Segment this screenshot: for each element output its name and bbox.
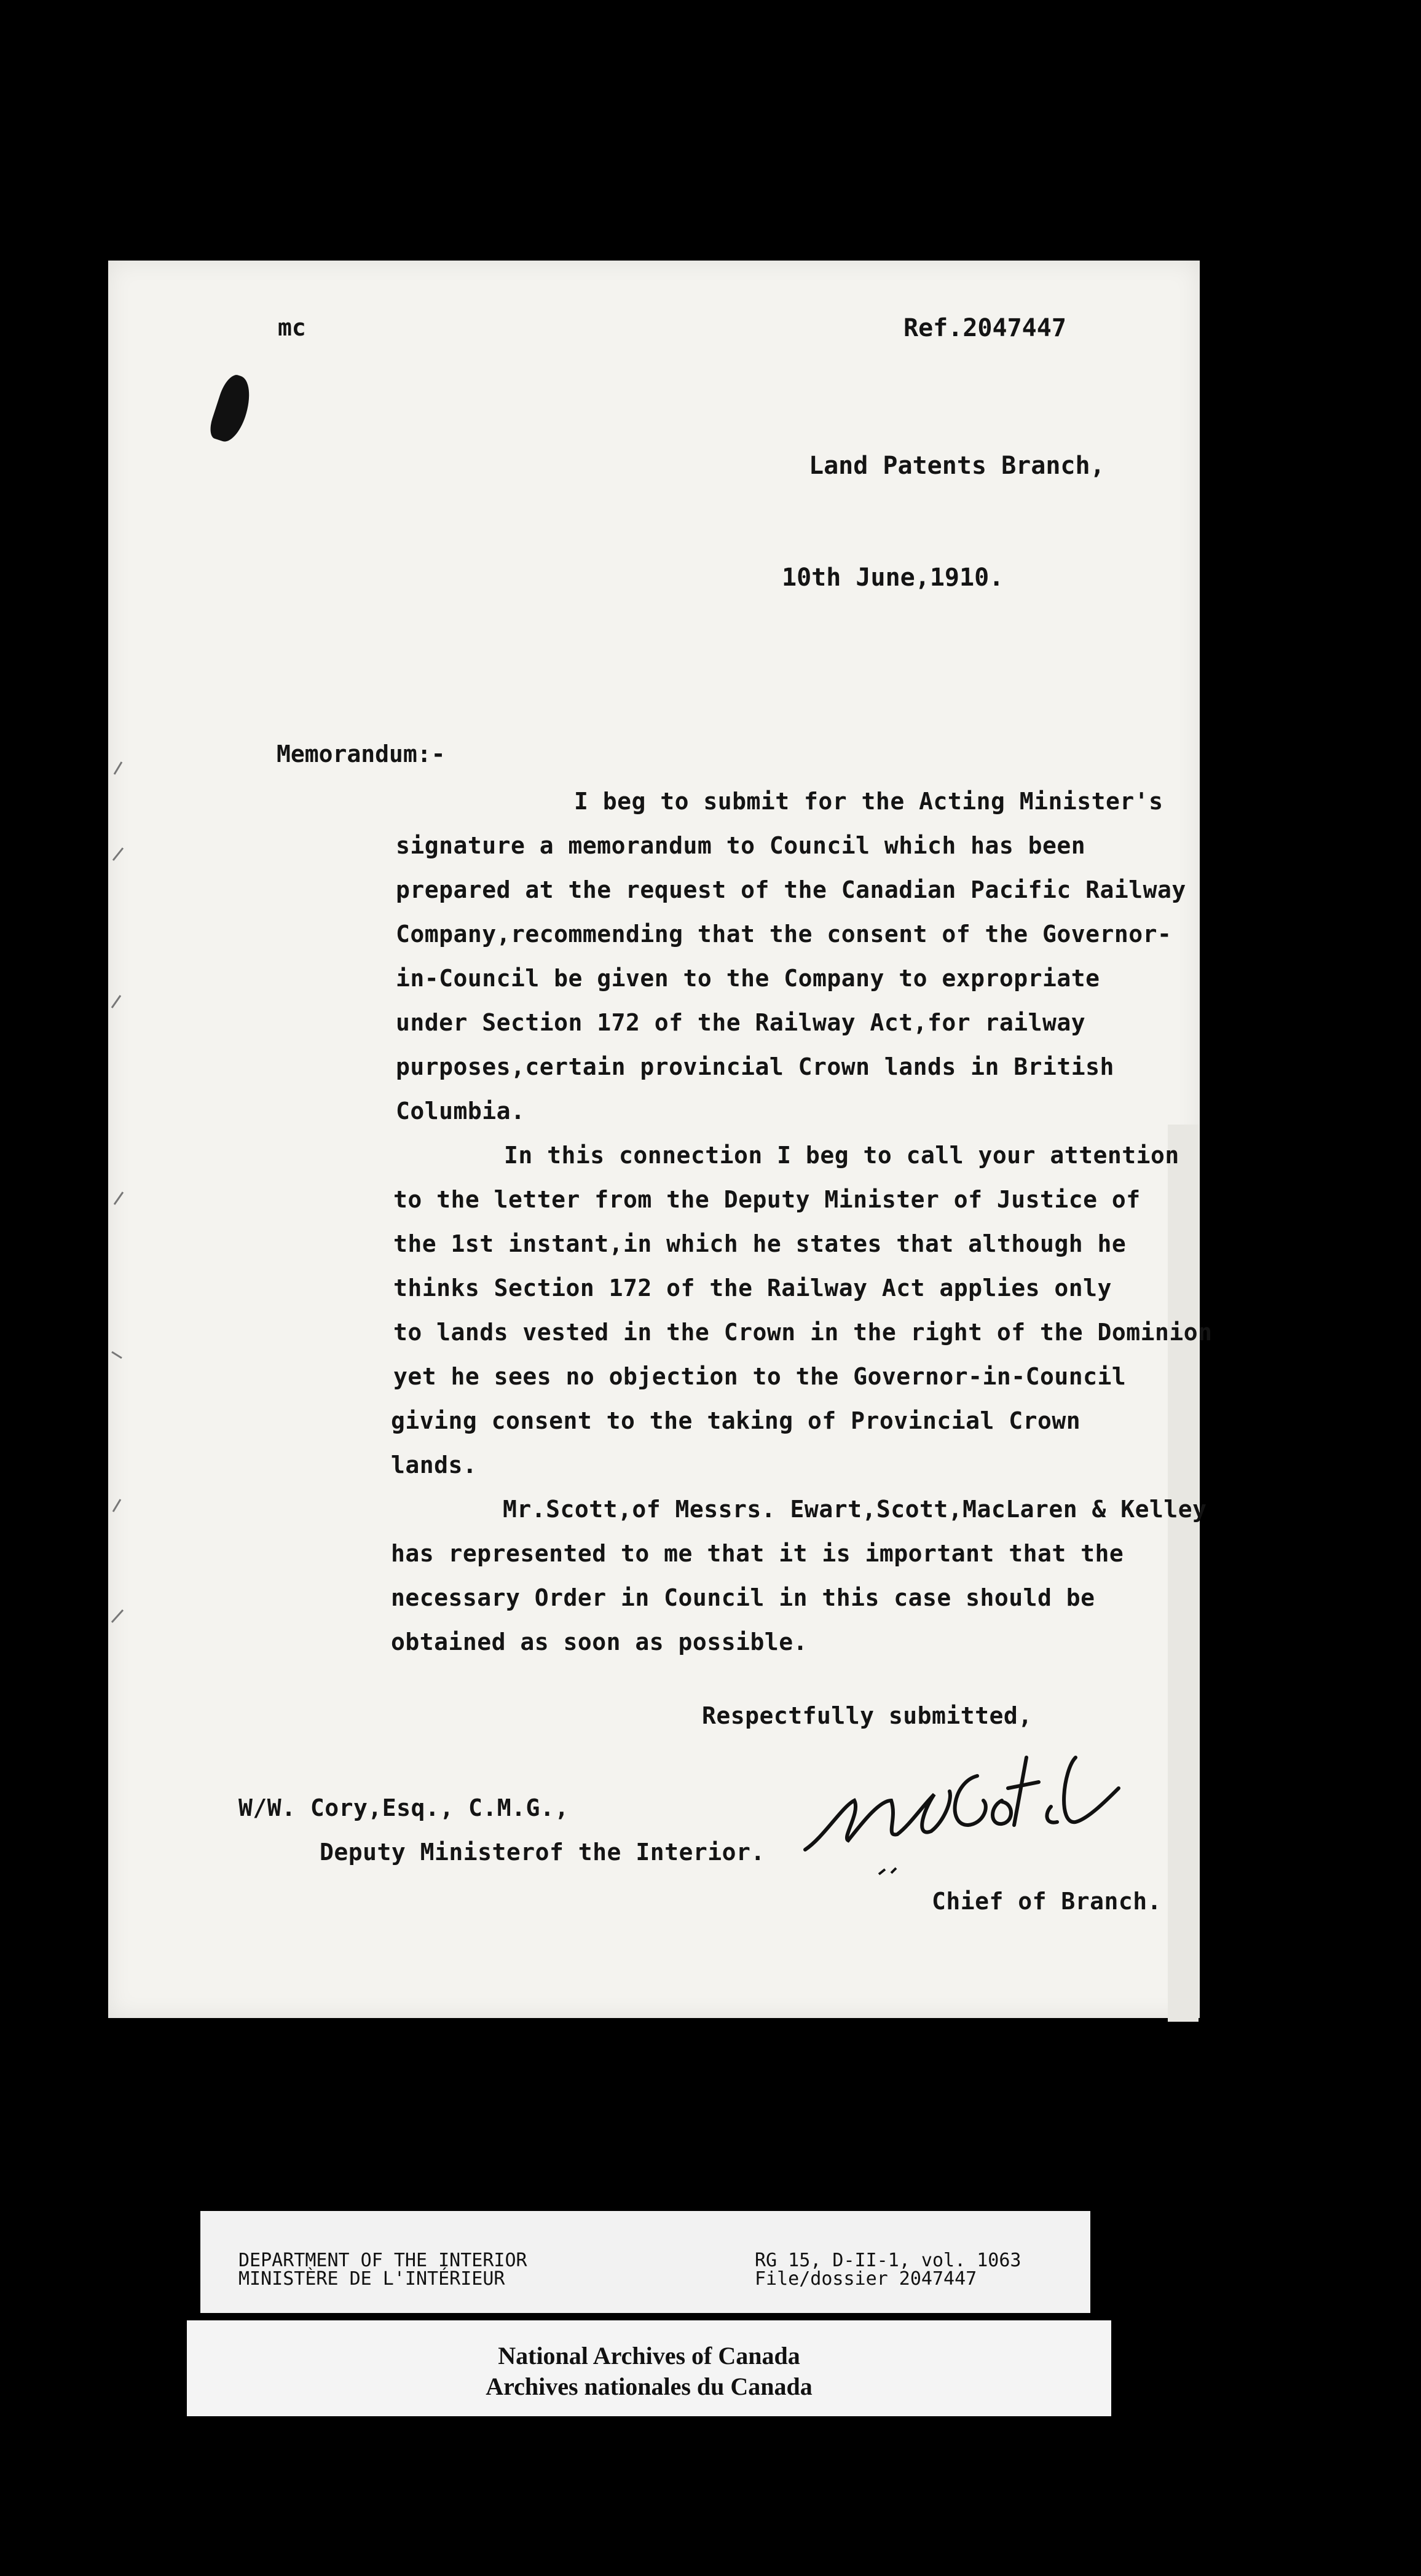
memo-date: 10th June,1910. — [782, 564, 1004, 592]
file-dossier-number: File/dossier 2047447 — [755, 2268, 977, 2290]
memo-closing: Respectfully submitted, — [702, 1702, 1033, 1729]
memo-line: in-Council be given to the Company to expropriate — [396, 965, 1100, 992]
memo-line: I beg to submit for the Acting Minister's — [574, 788, 1163, 815]
archive-reference-label — [200, 2211, 1090, 2313]
memo-line: yet he sees no objection to the Governor-in-Council — [393, 1363, 1127, 1390]
memo-line: giving consent to the taking of Provincial Crown — [391, 1407, 1081, 1434]
department-french: MINISTÈRE DE L'INTÉRIEUR — [238, 2268, 505, 2290]
memo-line: the 1st instant,in which he states that although he — [393, 1230, 1127, 1257]
archives-name-french: Archives nationales du Canada — [486, 2373, 813, 2400]
addressee-title: Deputy Ministerof the Interior. — [320, 1839, 765, 1866]
addressee-name: W/W. Cory,Esq., C.M.G., — [238, 1794, 569, 1821]
memo-line: prepared at the request of the Canadian Pacific Railway — [396, 876, 1186, 903]
initials: mc — [278, 314, 306, 341]
memo-line: to lands vested in the Crown in the right of the Dominion — [393, 1319, 1213, 1346]
department-english: DEPARTMENT OF THE INTERIOR — [238, 2250, 527, 2271]
memo-line: Company,recommending that the consent of the Governor- — [396, 921, 1172, 948]
memo-line: thinks Section 172 of the Railway Act applies only — [393, 1274, 1112, 1302]
memo-line: necessary Order in Council in this case should be — [391, 1584, 1095, 1611]
archives-footer — [187, 2320, 1111, 2416]
memo-line: signature a memorandum to Council which has been — [396, 832, 1086, 859]
memo-line: has represented to me that it is important that the — [391, 1540, 1124, 1567]
memo-line: under Section 172 of the Railway Act,for railway — [396, 1009, 1086, 1036]
memo-line: obtained as soon as possible. — [391, 1628, 808, 1655]
reference-number: Ref.2047447 — [903, 314, 1066, 342]
memo-line: Columbia. — [396, 1098, 525, 1125]
archives-name-english: National Archives of Canada — [498, 2342, 800, 2370]
memo-line: In this connection I beg to call your attention — [504, 1142, 1179, 1169]
handwritten-signature — [799, 1733, 1143, 1880]
memo-line: purposes,certain provincial Crown lands in British — [396, 1053, 1114, 1080]
signature-signoff: Chief of Branch. — [932, 1888, 1162, 1915]
record-group-reference: RG 15, D-II-1, vol. 1063 — [755, 2250, 1021, 2271]
margin-marks — [108, 737, 133, 1844]
sheet-torn-edge — [1168, 1125, 1199, 2022]
memo-line: to the letter from the Deputy Minister of Justice of — [393, 1186, 1141, 1213]
memo-line: Mr.Scott,of Messrs. Ewart,Scott,MacLaren & Kelley — [503, 1496, 1207, 1523]
memo-line: lands. — [391, 1451, 478, 1478]
branch-name: Land Patents Branch, — [809, 452, 1105, 480]
memo-heading: Memorandum:- — [277, 740, 446, 768]
